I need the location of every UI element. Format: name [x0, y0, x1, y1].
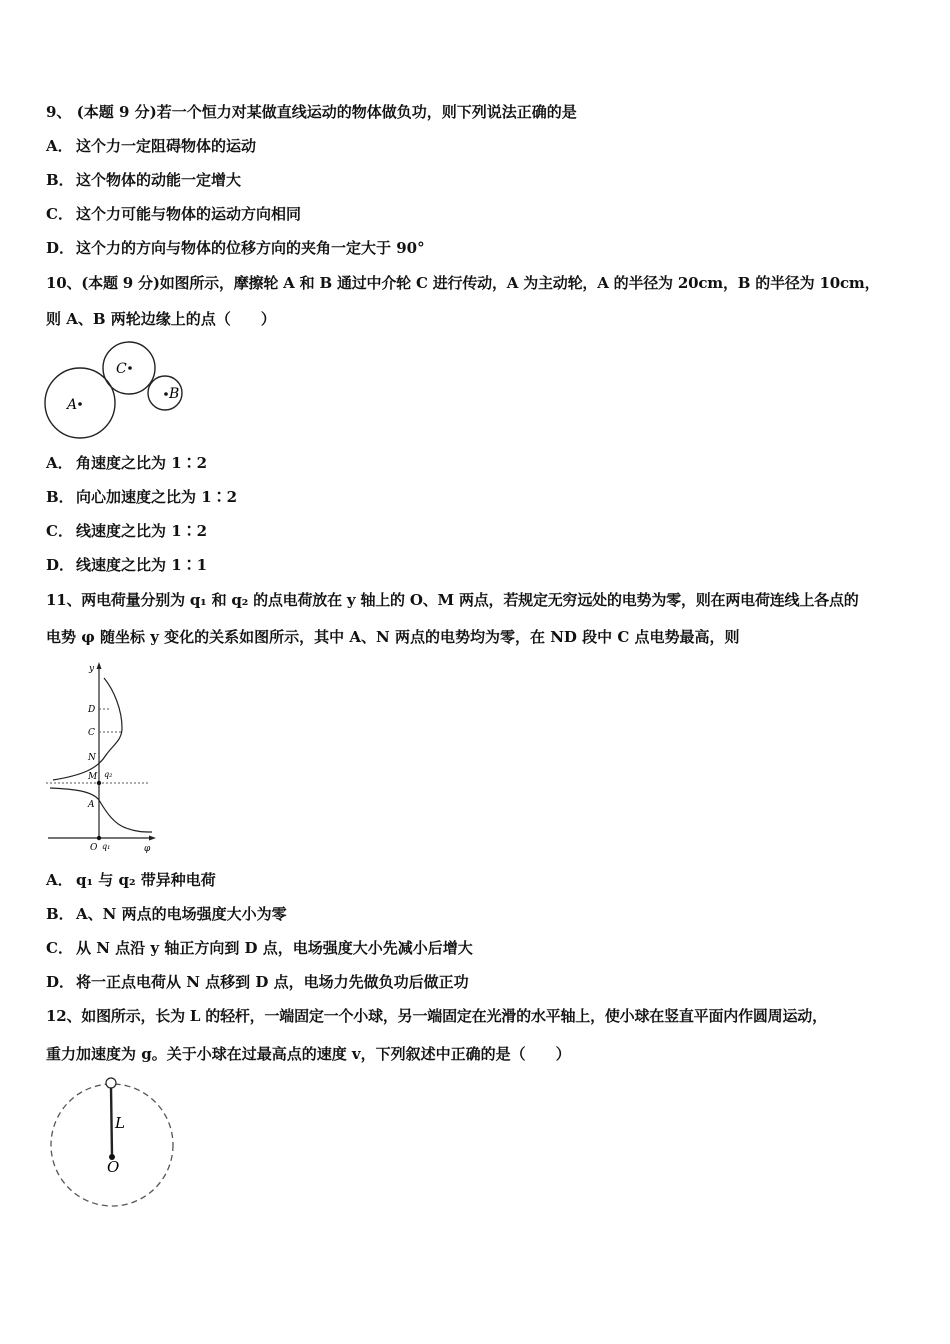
- option-letter: B．: [46, 488, 74, 506]
- option-text: 这个物体的动能一定增大: [76, 171, 242, 189]
- label-b: B: [169, 386, 180, 402]
- option-letter: D．: [46, 556, 75, 574]
- q11-option-c[interactable]: [46, 938, 910, 958]
- wheel-a-center: [78, 402, 82, 406]
- q12-rod-circle-figure: [44, 1074, 180, 1214]
- q10-stem-line1: 10、(本题 9 分)如图所示，摩擦轮 A 和 B 通过中介轮 C 进行传动，A 为主动轮，A 的半径为 20cm，B 的半径为 10cm，: [46, 274, 880, 292]
- label-n: N: [88, 753, 96, 763]
- q11-option-d[interactable]: [46, 972, 910, 992]
- option-letter: B．: [46, 905, 74, 923]
- label-q2: q₂: [104, 770, 113, 779]
- small-ball: [106, 1078, 116, 1088]
- option-text: 从 N 点沿 y 轴正方向到 D 点，电场强度大小先减小后增大: [76, 939, 473, 957]
- phi-axis-arrow: [149, 836, 156, 841]
- option-letter: A．: [46, 454, 73, 472]
- charge-q2-point: [97, 781, 101, 785]
- option-text: 向心加速度之比为 1∶2: [76, 488, 238, 506]
- label-c: C: [116, 361, 127, 377]
- option-letter: B．: [46, 171, 74, 189]
- option-text: q₁ 与 q₂ 带异种电荷: [76, 871, 216, 889]
- q9-option-b[interactable]: [46, 170, 910, 190]
- option-text: 这个力一定阻碍物体的运动: [76, 137, 257, 155]
- q9-option-d[interactable]: [46, 238, 910, 258]
- q10-option-a[interactable]: [46, 453, 910, 473]
- wheel-b-center: [164, 392, 168, 396]
- option-text: 线速度之比为 1∶2: [76, 522, 208, 540]
- option-text: 将一正点电荷从 N 点移到 D 点，电场力先做负功后做正功: [76, 973, 469, 991]
- q10-option-b[interactable]: [46, 487, 910, 507]
- potential-curve-lower: [50, 788, 152, 832]
- label-o: O: [107, 1158, 120, 1176]
- q11-potential-graph: [44, 660, 160, 856]
- option-letter: D．: [46, 239, 75, 257]
- q11-option-b[interactable]: [46, 904, 910, 924]
- label-m: M: [88, 772, 98, 782]
- option-text: A、N 两点的电场强度大小为零: [76, 905, 287, 923]
- wheel-c-center: [128, 366, 132, 370]
- q10-friction-wheels-figure: [40, 338, 190, 444]
- y-axis-arrow: [97, 662, 102, 669]
- label-d: D: [88, 705, 96, 715]
- label-q1: q₁: [102, 842, 111, 851]
- label-a: A: [67, 397, 78, 413]
- q12-stem-line2: 重力加速度为 g。关于小球在过最高点的速度 v，下列叙述中正确的是（ ）: [46, 1045, 571, 1063]
- option-letter: C．: [46, 205, 73, 223]
- option-text: 角速度之比为 1∶2: [76, 454, 208, 472]
- q10-option-d[interactable]: [46, 555, 910, 575]
- label-y: y: [89, 664, 95, 674]
- label-o: O: [90, 843, 98, 853]
- option-text: 这个力的方向与物体的位移方向的夹角一定大于 90°: [76, 239, 425, 257]
- q9-stem: 9、 (本题 9 分)若一个恒力对某做直线运动的物体做负功，则下列说法正确的是: [46, 103, 577, 121]
- label-phi: φ: [144, 844, 151, 854]
- option-letter: C．: [46, 939, 73, 957]
- label-a: A: [88, 800, 95, 810]
- q9-option-a[interactable]: [46, 136, 910, 156]
- option-text: 这个力可能与物体的运动方向相同: [76, 205, 302, 223]
- light-rod: [111, 1087, 112, 1156]
- q11-stem-line2: 电势 φ 随坐标 y 变化的关系如图所示，其中 A、N 两点的电势均为零，在 ND 段中 C 点电势最高，则: [46, 628, 740, 646]
- label-c: C: [88, 728, 95, 738]
- option-letter: A．: [46, 871, 73, 889]
- option-text: 线速度之比为 1∶1: [76, 556, 208, 574]
- q10-option-c[interactable]: [46, 521, 910, 541]
- option-letter: D．: [46, 973, 75, 991]
- label-l: L: [115, 1114, 125, 1132]
- q10-stem-line2: 则 A、B 两轮边缘上的点（ ）: [46, 310, 276, 328]
- q12-stem-line1: 12、如图所示，长为 L 的轻杆，一端固定一个小球，另一端固定在光滑的水平轴上，使小球在竖直平面内作圆周运动，: [46, 1007, 827, 1025]
- charge-q1-point: [97, 836, 101, 840]
- q9-option-c[interactable]: [46, 204, 910, 224]
- option-letter: A．: [46, 137, 73, 155]
- q11-stem-line1: 11、两电荷量分别为 q₁ 和 q₂ 的点电荷放在 y 轴上的 O、M 两点，若规定无穷远处的电势为零，则在两电荷连线上各点的: [46, 591, 859, 609]
- option-letter: C．: [46, 522, 73, 540]
- q11-option-a[interactable]: [46, 870, 910, 890]
